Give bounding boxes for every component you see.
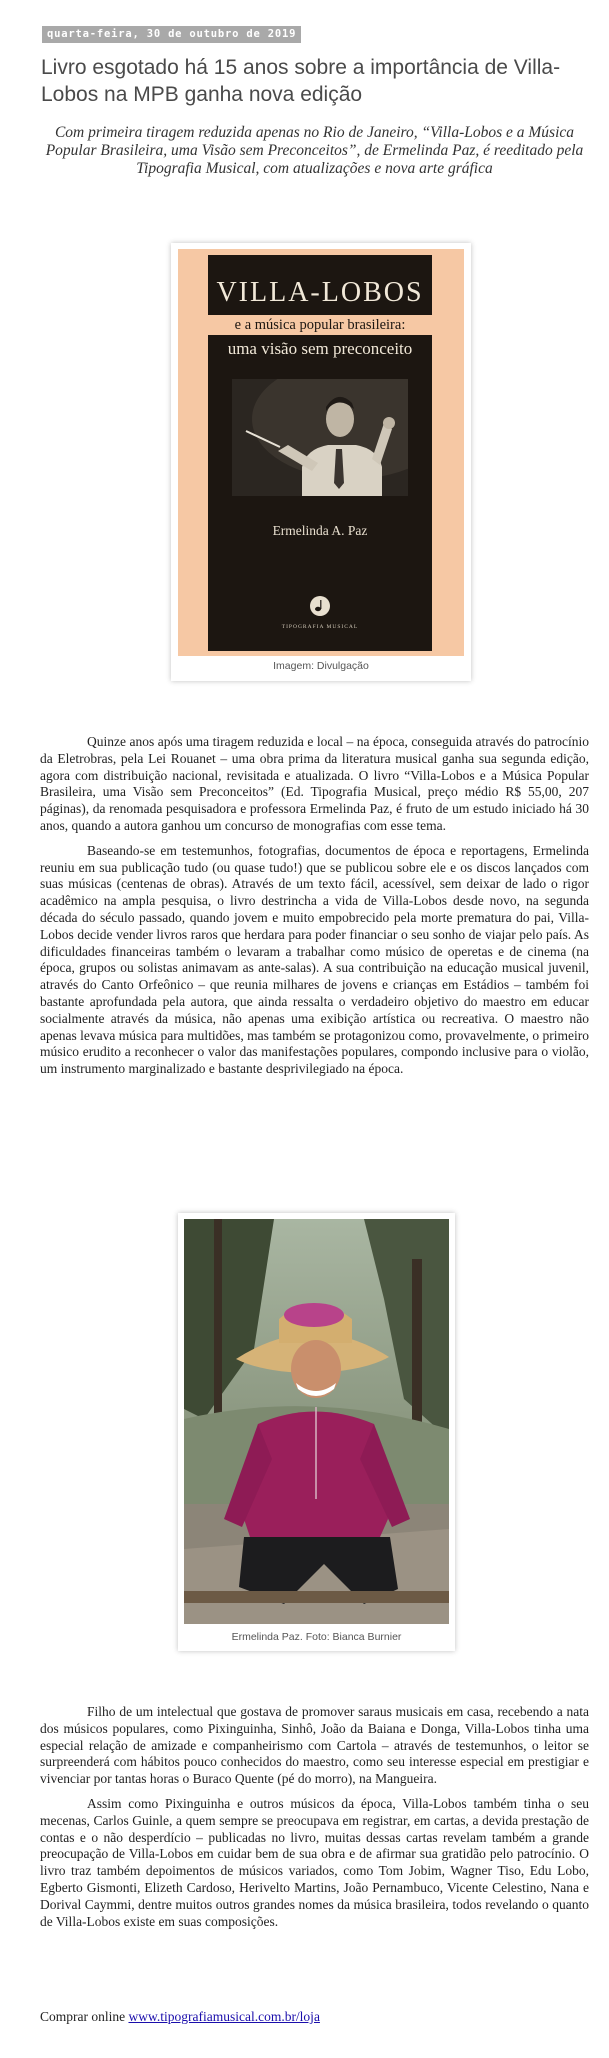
publisher-name: TIPOGRAFIA MUSICAL (281, 624, 359, 630)
cover-author: Ermelinda A. Paz (272, 523, 368, 538)
post-subtitle: Com primeira tiragem reduzida apenas no Rio de Janeiro, “Villa-Lobos e a Música Popular Brasileira, uma Visão sem Preconceitos”, de Ermelinda Paz, é reeditado pela Tipografia Musical, com atualizações e nova arte gráfica (45, 124, 584, 177)
image-caption: Imagem: Divulgação (273, 660, 369, 672)
cover-subtitle-1: e a música popular brasileira: (234, 317, 406, 333)
paragraph: Quinze anos após uma tiragem reduzida e local – na época, conseguida através do patrocínio da Eletrobras, pela Lei Rouanet – uma obra prima da literatura musical ganha sua segunda edição, agora com distribuição nacional, revisitada e atualizada. O livro “Villa-Lobos e a Música Popular Brasileira, uma Visão sem Preconceitos” (Ed. Tipografia Musical, preço médio R$ 55,00, 207 páginas), da renomada pesquisadora e professora Ermelinda Paz, é fruto de um estudo iniciado há 30 anos, quando a autora ganhou um concurso de monografias com esse tema. (40, 734, 589, 833)
paragraph: Assim como Pixinguinha e outros músicos da época, Villa-Lobos também tinha o seu mecenas, Carlos Guinle, a quem sempre se preocupava em registrar, em cartas, a devida prestação de contas e o não desperdício – publicadas no livro, muitas dessas cartas revelam também a grande preocupação de Villa-Lobos em cuidar bem de sua obra e de afirmar sua gratidão pelo patrocínio. O livro traz também depoimentos de músicos variados, como Tom Jobim, Wagner Tiso, Edu Lobo, Egberto Gismonti, Elizeth Cardoso, Herivelto Martins, João Pernambuco, Vicente Celestino, Nana e Dorival Caymmi, dentre muitos outros grandes nomes da música brasileira, todos revelando o quanto de Villa-Lobos existe em suas composições. (40, 1795, 589, 1929)
cover-subtitle-2: uma visão sem preconceito (227, 339, 413, 358)
buy-online (40, 2009, 589, 2026)
conductor-photo (232, 379, 408, 496)
buy-online-label: Comprar online (40, 2009, 126, 2024)
cover-title: VILLA-LOBOS (216, 277, 424, 308)
post-title[interactable]: Livro esgotado há 15 anos sobre a importância de Villa-Lobos na MPB ganha nova edição (41, 56, 561, 106)
portrait-figure (178, 1213, 455, 1651)
portrait-photo[interactable] (184, 1219, 449, 1624)
book-cover-image[interactable] (178, 249, 464, 656)
image-caption: Ermelinda Paz. Foto: Bianca Burnier (231, 1631, 402, 1643)
publisher-logo (208, 595, 432, 630)
paragraph: Baseando-se em testemunhos, fotografias, documentos de época e reportagens, Ermelinda reuniu em sua publicação tudo (ou quase tudo!) que se publicou sobre ele e os discos lançados com suas músicas (centenas de obras). Através de um texto fácil, acessível, sem deixar de lado o rigor acadêmico na ampla pesquisa, o livro destrincha a vida de Villa-Lobos desde novo, na segunda década do século passado, quando jovem e muito empobrecido pela morte prematura do pai, Villa-Lobos decide vender livros raros que herdara para poder financiar o seu sonho de viajar pelo país. As dificuldades financeiras também o levaram a trabalhar como músico de operetas e de cinema (na época, grupos ou solistas animavam as ante-salas). A sua contribuição na educação musical juvenil, através do Canto Orfeônico – que reunia milhares de jovens e crianças em Estádios – também foi bastante aprofundada pela autora, que ainda ressalta o verdadeiro objetivo do maestro em educar socialmente através da música, não apenas uma exibição artística ou recreativa. O maestro não apenas levava música para multidões, mas também se protagonizou como, provavelmente, o primeiro músico erudito a reconhecer o valor das manifestações populares, compondo inclusive para o violão, um instrumento marginalizado e bastante desprivilegiado na época. (40, 842, 589, 1077)
post-date: quarta-feira, 30 de outubro de 2019 (42, 26, 301, 43)
store-link[interactable]: www.tipografiamusical.com.br/loja (128, 2009, 320, 2024)
article-body-1 (40, 734, 589, 1086)
book-cover-figure (171, 243, 471, 681)
article-body-2 (40, 1704, 589, 1938)
publisher-logo-icon (309, 595, 331, 617)
paragraph: Filho de um intelectual que gostava de promover saraus musicais em casa, recebendo a nata dos músicos populares, como Pixinguinha, Sinhô, João da Baiana e Donga, Villa-Lobos tinha uma especial relação de amizade e companheirismo com Cartola – através de testemunhos, o leitor se surpreenderá com hábitos pouco conhecidos do maestro, como seu interesse especial em prestigiar e vivenciar por tantas horas o Buraco Quente (pé do morro), na Mangueira. (40, 1704, 589, 1787)
